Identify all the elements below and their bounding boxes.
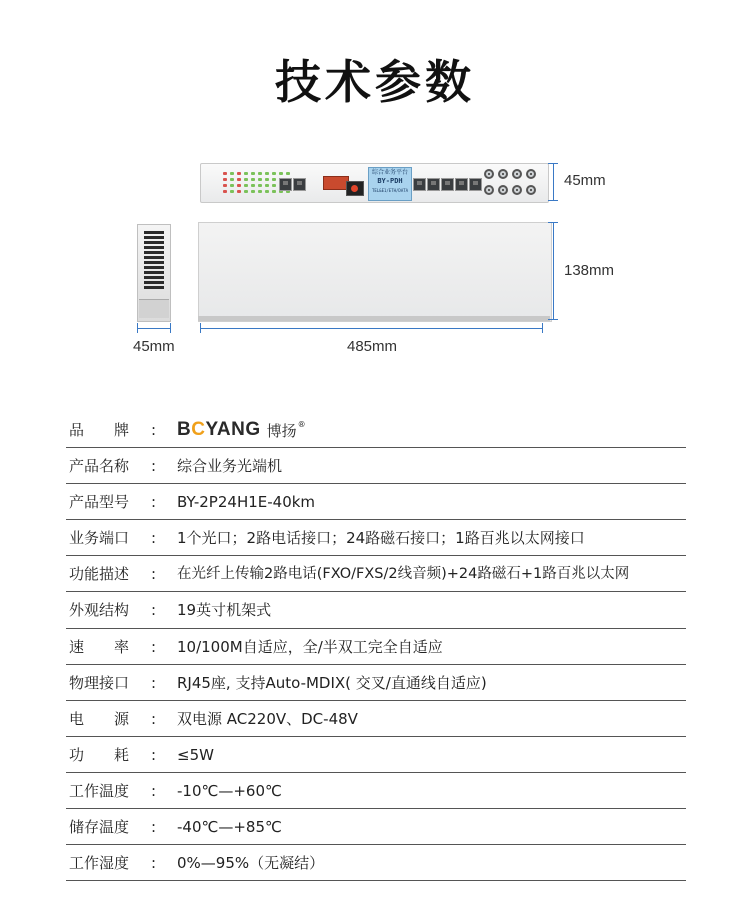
device-top-view (198, 222, 552, 322)
spec-key: 储存温度 (69, 818, 130, 837)
bnc-connector-icon (526, 169, 536, 179)
dimension-line (200, 328, 543, 329)
dimension-line (553, 163, 554, 201)
spec-key: 工作湿度 (69, 854, 130, 873)
power-switch-icon (346, 181, 364, 196)
spec-key: 功 耗 (69, 745, 130, 764)
dimension-width-label: 485mm (347, 338, 398, 355)
device-top-edge (198, 316, 550, 321)
spec-value: 10/100M自适应，全/半双工完全自适应 (177, 637, 443, 656)
spec-key: 品 牌 (69, 421, 130, 439)
spec-row: 功能描述 : 在光纤上传输2路电话(FXO/FXS/2线音频)+24路磁石+1路百兆以太网 (66, 556, 686, 592)
spec-value: RJ45座, 支持Auto-MDIX( 交叉/直通线自适应) (177, 673, 487, 692)
spec-row-brand: 品 牌 : BCYANG 博扬 ® (66, 412, 686, 448)
spec-row: 储存温度 : -40℃—+85℃ (66, 809, 686, 845)
device-side-view (137, 224, 171, 322)
spec-row: 工作湿度 : 0%—95%（无凝结） (66, 845, 686, 881)
spec-value: 1个光口；2路电话接口；24路磁石接口；1路百兆以太网接口 (177, 529, 585, 548)
rj-port-icon (441, 178, 454, 191)
rj-port-icon (279, 178, 292, 191)
spec-value: -40℃—+85℃ (177, 818, 282, 837)
dimension-side-width-label: 45mm (133, 338, 175, 355)
spec-row: 速 率 : 10/100M自适应，全/半双工完全自适应 (66, 629, 686, 665)
rj-port-icon (427, 178, 440, 191)
bnc-connector-icon (512, 185, 522, 195)
rj-port-icon (413, 178, 426, 191)
bnc-connector-icon (526, 185, 536, 195)
spec-row: 产品名称 : 综合业务光端机 (66, 448, 686, 484)
spec-row: 工作温度 : -10℃—+60℃ (66, 773, 686, 809)
spec-value: 19英寸机架式 (177, 601, 272, 620)
spec-row: 产品型号 : BY-2P24H1E-40km (66, 484, 686, 520)
device-lcd-display: 综合业务平台 BY-PDH TEL&E1/ETH/DATA (368, 167, 412, 201)
spec-key: 功能描述 (69, 565, 130, 584)
spec-key: 物理接口 (69, 673, 130, 692)
spec-row: 物理接口 : RJ45座, 支持Auto-MDIX( 交叉/直通线自适应) (66, 665, 686, 701)
spec-value: 0%—95%（无凝结） (177, 854, 325, 873)
spec-key: 产品型号 (69, 493, 130, 512)
spec-row: 外观结构 : 19英寸机架式 (66, 592, 686, 628)
bnc-connector-icon (498, 185, 508, 195)
spec-value: 双电源 AC220V、DC-48V (177, 709, 358, 728)
spec-row: 业务端口 : 1个光口；2路电话接口；24路磁石接口；1路百兆以太网接口 (66, 520, 686, 556)
spec-row: 功 耗 : ≤5W (66, 737, 686, 773)
spec-value: 综合业务光端机 (177, 457, 283, 476)
spec-key: 电 源 (69, 709, 130, 728)
spec-row: 电 源 : 双电源 AC220V、DC-48V (66, 701, 686, 737)
bnc-connector-icon (484, 169, 494, 179)
dimension-line (137, 328, 171, 329)
spec-key: 业务端口 (69, 529, 130, 548)
rj-port-icon (469, 178, 482, 191)
spec-key: 产品名称 (69, 457, 130, 476)
vent-slots-icon (144, 231, 164, 291)
bnc-connector-icon (512, 169, 522, 179)
spec-table (66, 412, 686, 881)
dimension-line (553, 222, 554, 320)
page-title: 技术参数 (275, 55, 475, 109)
spec-value: -10℃—+60℃ (177, 781, 282, 800)
rj-port-icon (293, 178, 306, 191)
dimension-height-label: 45mm (564, 172, 606, 189)
rj-port-icon (455, 178, 468, 191)
spec-key: 外观结构 (69, 601, 130, 620)
spec-key: 工作温度 (69, 781, 130, 800)
spec-value: ≤5W (177, 745, 214, 764)
bnc-connector-icon (484, 185, 494, 195)
device-front-panel (200, 163, 549, 203)
brand-logo: BCYANG 博扬 ® (177, 419, 306, 440)
spec-value: BY-2P24H1E-40km (177, 493, 316, 512)
dimension-depth-label: 138mm (564, 262, 615, 279)
spec-key: 速 率 (69, 637, 130, 656)
bnc-connector-icon (498, 169, 508, 179)
spec-value: 在光纤上传输2路电话(FXO/FXS/2线音频)+24路磁石+1路百兆以太网 (177, 566, 630, 583)
